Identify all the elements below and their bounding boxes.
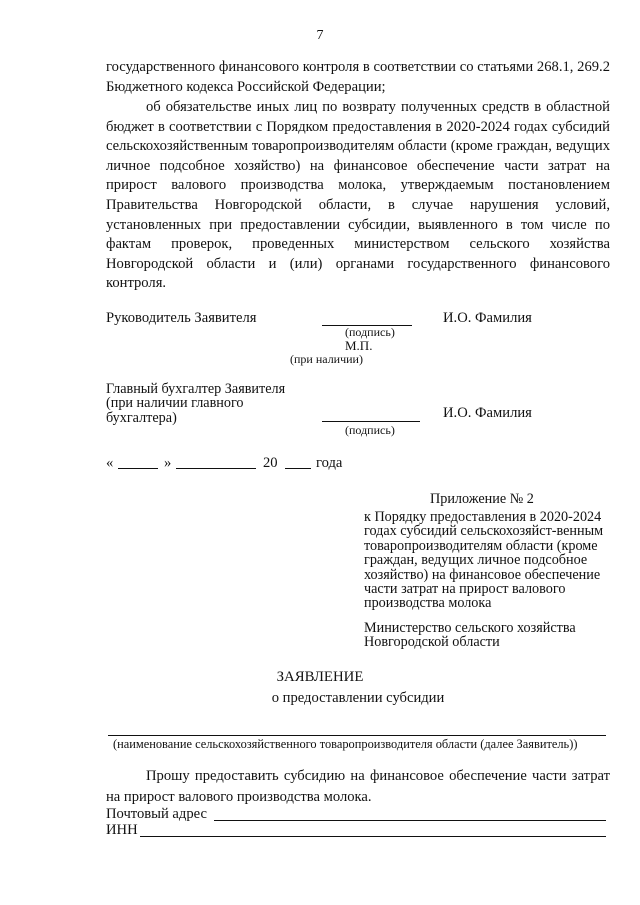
postal-address-field[interactable]: [214, 820, 606, 821]
date-year-line: [285, 468, 311, 469]
paragraph-state-control: государственного финансового контроля в соответствии со статьями 268.1, 269.2 Бюджетного кодекса Российской Федерации;: [106, 59, 610, 95]
date-day-line: [118, 468, 158, 469]
appendix-recipient: Министерство сельского хозяйства Новгородской области: [364, 620, 576, 651]
accountant-signature-label: Главный бухгалтер Заявителя (при наличии главного бухгалтера): [106, 381, 286, 426]
applicant-name-caption: (наименование сельскохозяйственного товаропроизводителя области (далее Заявитель)): [113, 737, 578, 751]
date-open-quote: «: [106, 455, 114, 471]
appendix-title: Приложение № 2: [430, 491, 534, 507]
accountant-signature-caption: (подпись): [345, 423, 395, 437]
application-heading: ЗАЯВЛЕНИЕ: [276, 669, 364, 685]
date-month-line: [176, 468, 256, 469]
request-text: Прошу предоставить субсидию на финансовое обеспечение части затрат на прирост валового производства молока.: [106, 768, 610, 805]
inn-label: ИНН: [106, 822, 138, 838]
postal-address-label: Почтовый адрес: [106, 806, 207, 822]
head-name: И.О. Фамилия: [443, 310, 532, 326]
stamp-caption: (при наличии): [290, 352, 363, 366]
date-close-quote: »: [164, 455, 172, 471]
date-year-prefix: 20: [263, 455, 278, 471]
head-signature-caption: (подпись): [345, 325, 395, 339]
paragraph-obligation: об обязательстве иных лиц по возврату полученных средств в областной бюджет в соответствии с Порядком предоставления в 2020-2024 годах субсидий сельскохозяйственным товаропроизводителям области (кроме граждан, ведущих личное подсобное хозяйство) на финансовое обеспечение части затрат на прирост валового производства молока, утверждаемым постановлением Правительства Новгородской области, в случае нарушения условий, установленных при предоставлении субсидии, выявленного в том числе по фактам проверок, проведенных министерством сельского хозяйства Новгородской области и (или) органами государственного финансового контроля.: [106, 99, 610, 292]
stamp-label: М.П.: [345, 338, 373, 353]
accountant-name: И.О. Фамилия: [443, 405, 532, 421]
head-signature-label: Руководитель Заявителя: [106, 310, 257, 326]
inn-field[interactable]: [140, 836, 606, 837]
appendix-body: к Порядку предоставления в 2020-2024 годах субсидий сельскохозяйст-венным товаропроизводителям области (кроме граждан, ведущих личное подсобное хозяйство) на финансовое обеспечение части затрат на прирост валового производства молока: [364, 509, 604, 612]
date-year-suffix: года: [316, 455, 343, 471]
accountant-signature-line: [322, 421, 420, 422]
application-subheading: о предоставлении субсидии: [271, 690, 445, 706]
page-number: 7: [316, 28, 324, 43]
applicant-name-field[interactable]: [108, 735, 606, 736]
